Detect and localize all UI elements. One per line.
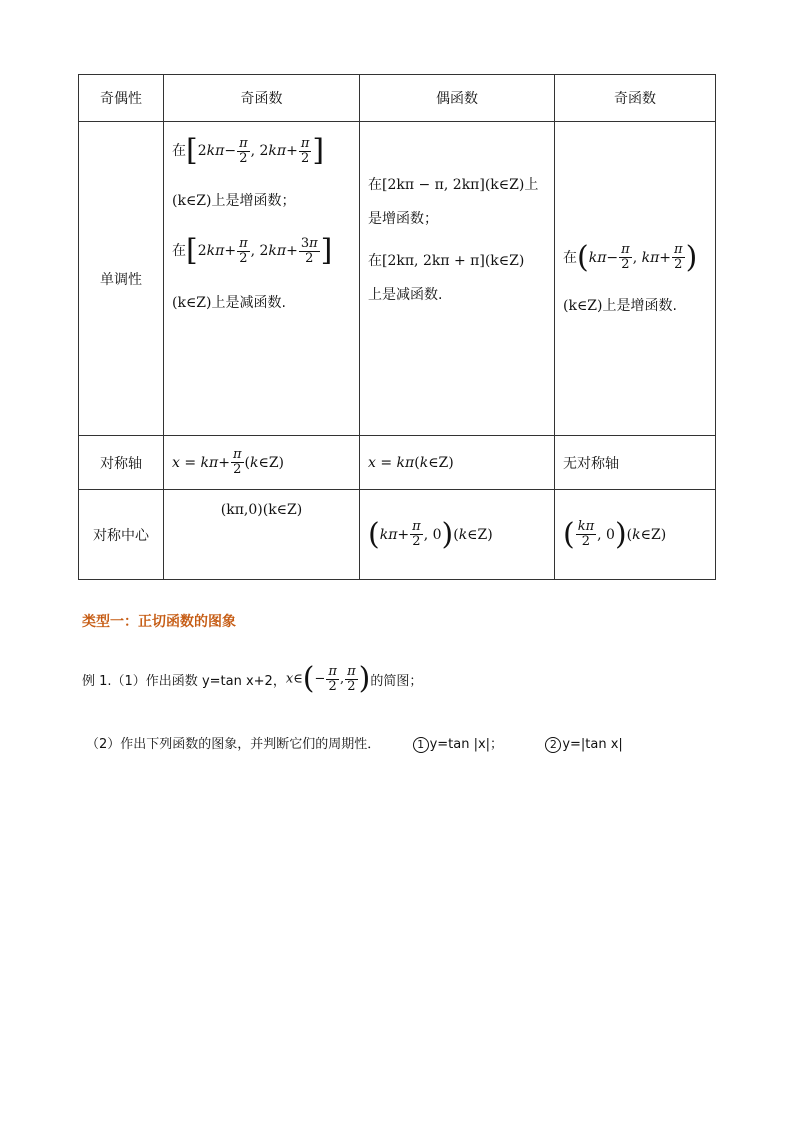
sin-center-cell [164,490,360,580]
header-cos-parity: 偶函数 [360,75,555,122]
cos-axis-cell: x = kπ(k∈Z) [360,436,555,490]
sin-dec-interval: 在[2kπ+ $\frac{\pi}{2}$ , 2kπ+ $\frac{3\pi}{2}$ ] [172,233,333,268]
header-tan-parity: 奇函数 [555,75,716,122]
header-parity: 奇偶性 [79,75,164,122]
header-sin-parity: 奇函数 [164,75,360,122]
table-row-axis [79,436,716,490]
sin-inc-interval: 在[2kπ− $\frac{\pi}{2}$ , 2kπ+ $\frac{\pi}{2}$ ] [172,133,325,168]
cos-dec-line4: 上是减函数. [368,287,443,303]
example-1-suffix: 的简图； [370,673,423,689]
table-row-center [79,490,716,580]
section-title: 类型一：正切函数的图象 [82,614,236,630]
item-2-number: 2 [545,737,561,753]
trig-properties-table [78,74,716,580]
tan-center-cell: ( $\frac{k\pi}{2}$ , 0)(k∈Z) [555,490,716,580]
label-center: 对称中心 [79,490,164,580]
example-2 [86,733,623,753]
sin-monotonic-cell [164,122,360,436]
tan-monotonic-cell [555,122,716,436]
cos-center-cell: (kπ+ $\frac{\pi}{2}$ , 0)(k∈Z) [360,490,555,580]
cos-inc-line2: 是增函数； [368,211,438,227]
sin-inc-text: (k∈Z)上是增函数； [172,193,296,209]
example-2-text: （2）作出下列函数的图象，并判断它们的周期性． [86,737,381,752]
label-axis: 对称轴 [79,436,164,490]
tan-axis-cell: 无对称轴 [555,436,716,490]
cos-monotonic-cell [360,122,555,436]
example-1 [82,661,423,696]
example-1-text: 例 1.（1）作出函数 y=tan x+2， [82,673,286,689]
cos-dec-line3: 在[2kπ, 2kπ + π](k∈Z) [368,253,525,269]
table-header-row [79,75,716,122]
sin-axis-cell: x = kπ+ $\frac{\pi}{2}$ (k∈Z) [164,436,360,490]
example-1-domain: x∈(− $\frac{\pi}{2}$ , $\frac{\pi}{2}$ ) [285,661,371,696]
item-1-number: 1 [413,737,429,753]
item-1-function: y=tan |x|； [429,737,504,752]
cos-inc-line1: 在[2kπ − π, 2kπ](k∈Z)上 [368,177,539,193]
table-row-monotonic [79,122,716,436]
item-2-function: y=|tan x| [562,737,623,752]
label-monotonic: 单调性 [79,122,164,436]
sin-dec-text: (k∈Z)上是减函数. [172,295,286,311]
tan-inc-interval: 在(kπ− $\frac{\pi}{2}$ , kπ+ $\frac{\pi}{2}$ ) [563,239,698,275]
sin-center-text: (kπ,0)(k∈Z) [220,502,303,518]
tan-inc-text: (k∈Z)上是增函数. [563,297,677,314]
